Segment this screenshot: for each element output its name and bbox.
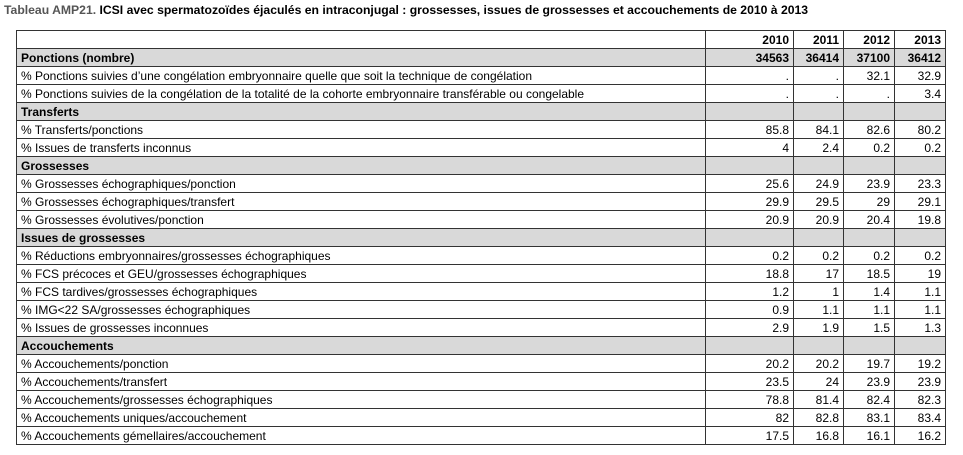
cell-value: 16.8 (794, 427, 844, 445)
cell-value: 36414 (794, 49, 844, 67)
cell-value: 23.9 (844, 373, 895, 391)
section-empty-cell (895, 157, 946, 175)
section-header-row (17, 337, 946, 355)
cell-value: 0.2 (844, 139, 895, 157)
cell-value: 23.3 (895, 175, 946, 193)
cell-value: 82.3 (895, 391, 946, 409)
cell-value: 2.4 (794, 139, 844, 157)
cell-value: 1 (794, 283, 844, 301)
table-row (17, 319, 946, 337)
table-code: Tableau AMP21. (4, 3, 97, 17)
row-label: % Accouchements/transfert (17, 373, 706, 391)
section-empty-cell (706, 229, 794, 247)
cell-value: 3.4 (895, 85, 946, 103)
section-empty-cell (794, 337, 844, 355)
cell-value: 24 (794, 373, 844, 391)
row-label: % Ponctions suivies de la congélation de la totalité de la cohorte embryonnaire transférable ou congelable (17, 85, 706, 103)
cell-value: 83.1 (844, 409, 895, 427)
row-label: % Accouchements gémellaires/accouchement (17, 427, 706, 445)
cell-value: . (844, 85, 895, 103)
year-header: 2013 (895, 31, 946, 49)
table-row (17, 193, 946, 211)
section-title: Grossesses (17, 157, 706, 175)
section-empty-cell (844, 103, 895, 121)
cell-value: 19 (895, 265, 946, 283)
cell-value: 1.1 (794, 301, 844, 319)
row-label: % Issues de transferts inconnus (17, 139, 706, 157)
cell-value: 1.5 (844, 319, 895, 337)
section-empty-cell (706, 337, 794, 355)
cell-value: 83.4 (895, 409, 946, 427)
cell-value: 0.2 (895, 247, 946, 265)
row-label: % Accouchements/ponction (17, 355, 706, 373)
table-title (4, 3, 808, 17)
table-row (17, 301, 946, 319)
total-row (17, 49, 946, 67)
section-empty-cell (895, 103, 946, 121)
table-row (17, 211, 946, 229)
section-empty-cell (844, 229, 895, 247)
cell-value: 20.2 (794, 355, 844, 373)
table-row (17, 265, 946, 283)
cell-value: 16.2 (895, 427, 946, 445)
row-label: Ponctions (nombre) (17, 49, 706, 67)
row-label: % Ponctions suivies d’une congélation embryonnaire quelle que soit la technique de congélation (17, 67, 706, 85)
row-label: % IMG<22 SA/grossesses échographiques (17, 301, 706, 319)
cell-value: 1.1 (844, 301, 895, 319)
cell-value: 19.7 (844, 355, 895, 373)
cell-value: 23.9 (895, 373, 946, 391)
cell-value: . (706, 67, 794, 85)
cell-value: 23.9 (844, 175, 895, 193)
row-label: % Accouchements/grossesses échographiques (17, 391, 706, 409)
row-label: % Grossesses échographiques/transfert (17, 193, 706, 211)
cell-value: 19.8 (895, 211, 946, 229)
row-label: % Grossesses échographiques/ponction (17, 175, 706, 193)
cell-value: 29.1 (895, 193, 946, 211)
section-empty-cell (794, 229, 844, 247)
row-label: % Issues de grossesses inconnues (17, 319, 706, 337)
section-title: Transferts (17, 103, 706, 121)
table-row (17, 409, 946, 427)
cell-value: 1.3 (895, 319, 946, 337)
cell-value: 82 (706, 409, 794, 427)
table-row (17, 427, 946, 445)
cell-value: . (706, 85, 794, 103)
cell-value: 25.6 (706, 175, 794, 193)
cell-value: 82.6 (844, 121, 895, 139)
table-row (17, 373, 946, 391)
table-row (17, 175, 946, 193)
section-empty-cell (706, 157, 794, 175)
cell-value: . (794, 85, 844, 103)
year-header: 2012 (844, 31, 895, 49)
cell-value: 1.9 (794, 319, 844, 337)
cell-value: 20.9 (706, 211, 794, 229)
cell-value: 85.8 (706, 121, 794, 139)
row-label: % FCS tardives/grossesses échographiques (17, 283, 706, 301)
row-label: % FCS précoces et GEU/grossesses échographiques (17, 265, 706, 283)
cell-value: 32.1 (844, 67, 895, 85)
cell-value: 1.4 (844, 283, 895, 301)
section-header-row (17, 103, 946, 121)
row-label: % Transferts/ponctions (17, 121, 706, 139)
header-row (17, 31, 946, 49)
section-header-row (17, 157, 946, 175)
table-row (17, 139, 946, 157)
cell-value: 29.9 (706, 193, 794, 211)
cell-value: 0.2 (895, 139, 946, 157)
header-blank-cell (17, 31, 706, 49)
cell-value: 20.2 (706, 355, 794, 373)
row-label: % Réductions embryonnaires/grossesses échographiques (17, 247, 706, 265)
cell-value: 2.9 (706, 319, 794, 337)
cell-value: . (794, 67, 844, 85)
cell-value: 16.1 (844, 427, 895, 445)
table-row (17, 391, 946, 409)
table-row (17, 67, 946, 85)
cell-value: 29 (844, 193, 895, 211)
section-empty-cell (794, 103, 844, 121)
section-empty-cell (895, 337, 946, 355)
cell-value: 19.2 (895, 355, 946, 373)
section-header-row (17, 229, 946, 247)
cell-value: 78.8 (706, 391, 794, 409)
section-title: Issues de grossesses (17, 229, 706, 247)
table-title-text: ICSI avec spermatozoïdes éjaculés en intraconjugal : grossesses, issues de grossesses et accouchements de 2010 à 2013 (96, 3, 809, 17)
table-row (17, 283, 946, 301)
section-empty-cell (895, 229, 946, 247)
cell-value: 32.9 (895, 67, 946, 85)
cell-value: 0.2 (706, 247, 794, 265)
section-empty-cell (706, 103, 794, 121)
cell-value: 1.1 (895, 283, 946, 301)
section-title: Accouchements (17, 337, 706, 355)
section-empty-cell (794, 157, 844, 175)
cell-value: 1.1 (895, 301, 946, 319)
cell-value: 0.2 (844, 247, 895, 265)
cell-value: 17.5 (706, 427, 794, 445)
cell-value: 81.4 (794, 391, 844, 409)
cell-value: 37100 (844, 49, 895, 67)
table-row (17, 121, 946, 139)
cell-value: 82.4 (844, 391, 895, 409)
row-label: % Accouchements uniques/accouchement (17, 409, 706, 427)
cell-value: 18.5 (844, 265, 895, 283)
cell-value: 1.2 (706, 283, 794, 301)
cell-value: 24.9 (794, 175, 844, 193)
table-row (17, 355, 946, 373)
cell-value: 23.5 (706, 373, 794, 391)
year-header: 2010 (706, 31, 794, 49)
table-row (17, 247, 946, 265)
row-label: % Grossesses évolutives/ponction (17, 211, 706, 229)
table-body (17, 31, 946, 445)
cell-value: 0.9 (706, 301, 794, 319)
cell-value: 20.4 (844, 211, 895, 229)
section-empty-cell (844, 157, 895, 175)
cell-value: 82.8 (794, 409, 844, 427)
year-header: 2011 (794, 31, 844, 49)
cell-value: 18.8 (706, 265, 794, 283)
cell-value: 84.1 (794, 121, 844, 139)
cell-value: 80.2 (895, 121, 946, 139)
table-row (17, 85, 946, 103)
cell-value: 34563 (706, 49, 794, 67)
data-table (16, 30, 946, 445)
cell-value: 29.5 (794, 193, 844, 211)
cell-value: 0.2 (794, 247, 844, 265)
cell-value: 20.9 (794, 211, 844, 229)
cell-value: 36412 (895, 49, 946, 67)
cell-value: 4 (706, 139, 794, 157)
section-empty-cell (844, 337, 895, 355)
cell-value: 17 (794, 265, 844, 283)
